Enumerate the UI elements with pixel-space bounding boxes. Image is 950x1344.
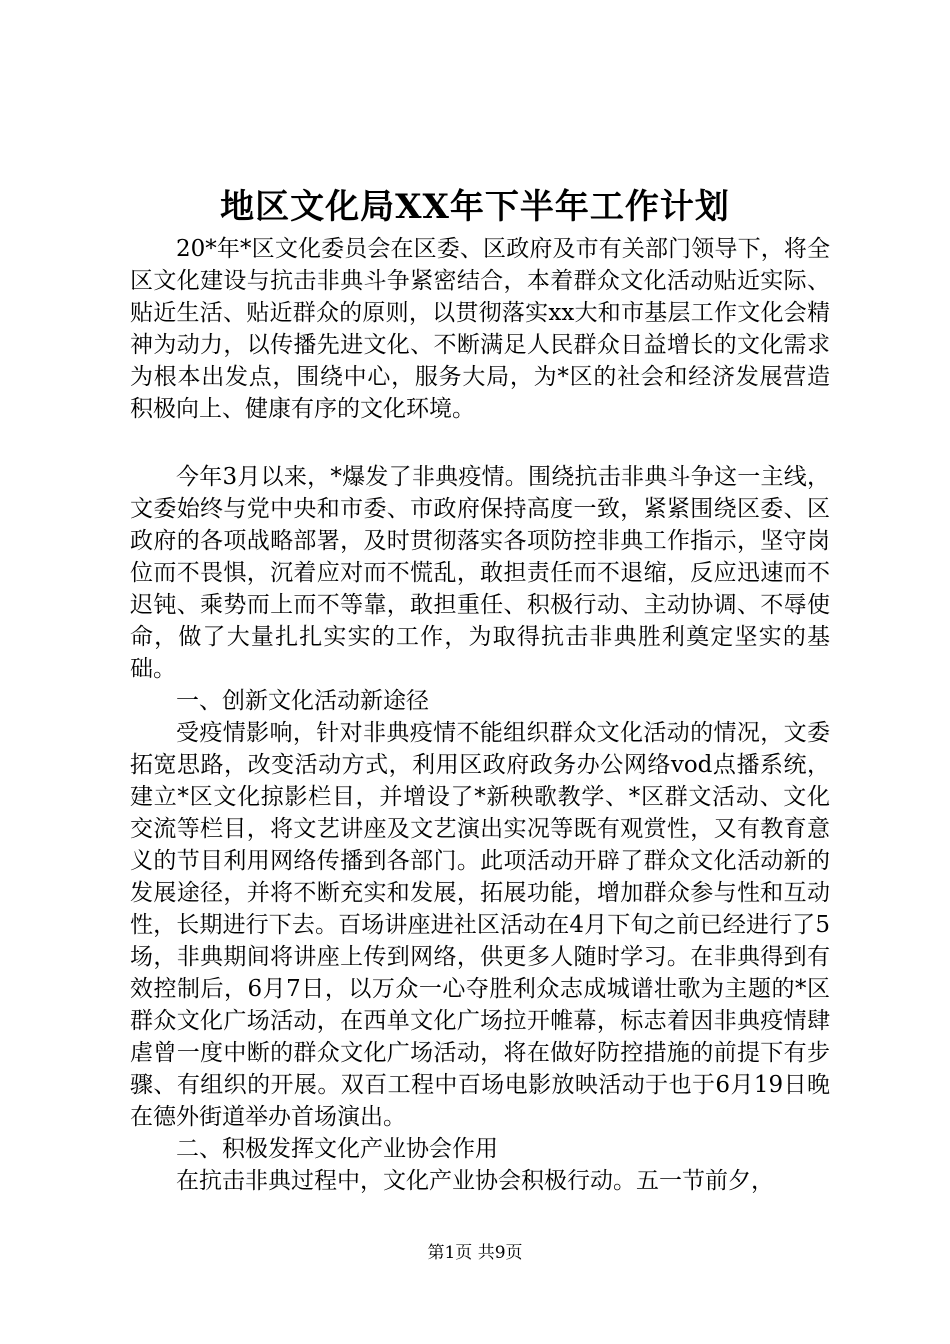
document-title: 地区文化局XX年下半年工作计划 [220,187,730,227]
paragraph-section-1: 受疫情影响，针对非典疫情不能组织群众文化活动的情况，文委拓宽思路，改变活动方式，利用区政府政务办公网络vod点播系统，建立*区文化掠影栏目，并增设了*新秧歌教学、*区群文活动、文化交流等栏目，将文艺讲座及文艺演出实况等既有观赏性，又有教育意义的节目利用网络传播到各部门。此项活动开辟了群众文化活动新的发展途径，并将不断充实和发展，拓展功能，增加群众参与性和互动性，长期进行下去。百场讲座进社区活动在4月下旬之前已经进行了5场，非典期间将讲座上传到网络，供更多人随时学习。在非典得到有效控制后，6月7日，以万众一心夺胜利众志成城谱壮歌为主题的*区群众文化广场活动，在西单文化广场拉开帷幕，标志着因非典疫情肆虐曾一度中断的群众文化广场活动，将在做好防控措施的前提下有步骤、有组织的开展。双百工程中百场电影放映活动于也于6月19日晚在德外街道举办首场演出。 [130,720,830,1130]
paragraph-section-2: 在抗击非典过程中，文化产业协会积极行动。五一节前夕， [176,1168,774,1194]
section-heading-2: 二、积极发挥文化产业协会作用 [176,1136,498,1162]
document-body [130,233,830,1197]
paragraph-intro: 20*年*区文化委员会在区委、区政府及市有关部门领导下，将全区文化建设与抗击非典斗争紧密结合，本着群众文化活动贴近实际、贴近生活、贴近群众的原则，以贯彻落实xx大和市基层工作文化会精神为动力，以传播先进文化、不断满足人民群众日益增长的文化需求为根本出发点，围绕中心，服务大局，为*区的社会和经济发展营造积极向上、健康有序的文化环境。 [130,236,830,422]
section-heading-1: 一、创新文化活动新途径 [176,688,429,714]
paragraph-background: 今年3月以来，*爆发了非典疫情。围绕抗击非典斗争这一主线，文委始终与党中央和市委、市政府保持高度一致，紧紧围绕区委、区政府的各项战略部署，及时贯彻落实各项防控非典工作指示，坚守岗位而不畏惧，沉着应对而不慌乱，敢担责任而不退缩，反应迅速而不迟钝、乘势而上而不等靠，敢担重任、积极行动、主动协调、不辱使命，做了大量扎扎实实的工作，为取得抗击非典胜利奠定坚实的基础。 [130,464,830,682]
page-footer: 第1页 共9页 [427,1243,523,1263]
